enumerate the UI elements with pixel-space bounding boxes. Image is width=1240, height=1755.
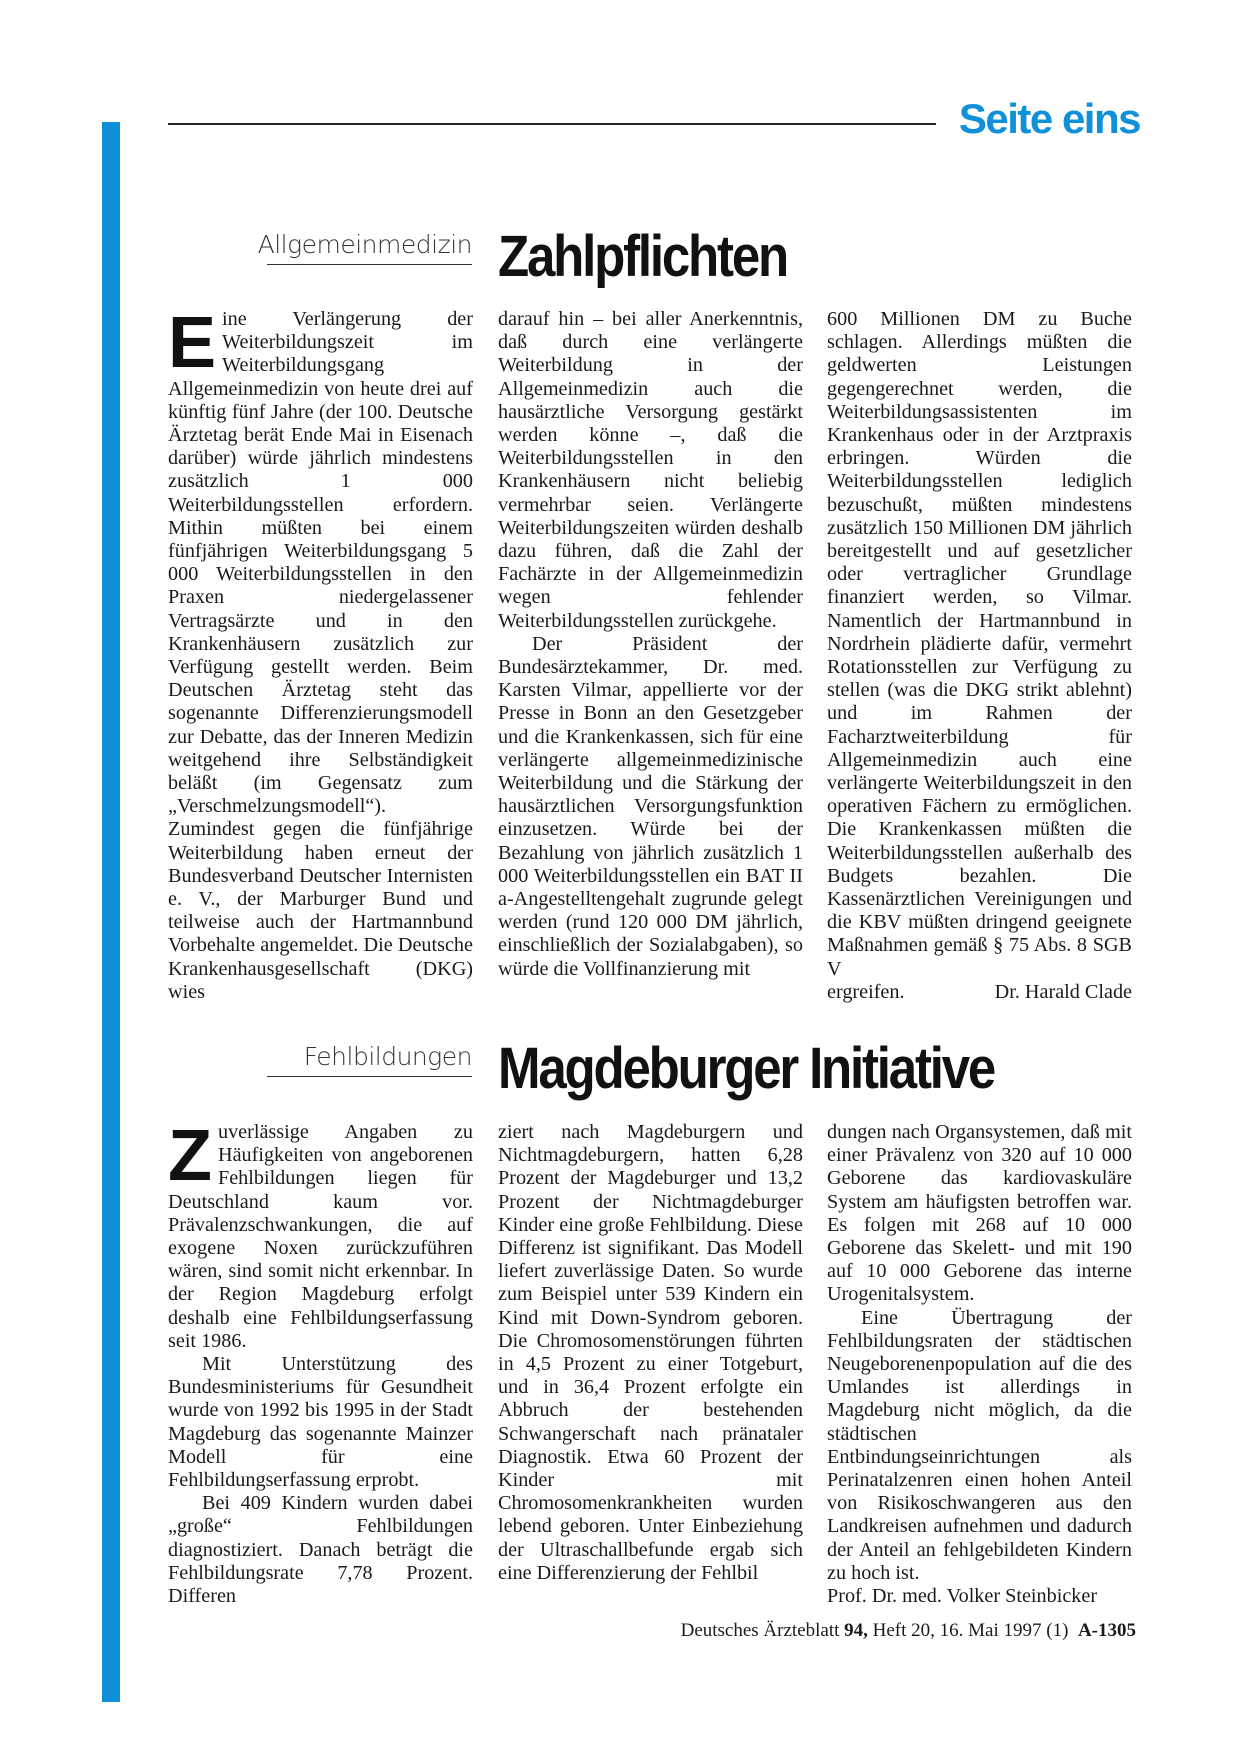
blue-margin-bar	[102, 122, 120, 1702]
article2-col3-paragraph-1: dungen nach Organsystemen, daß mit einer Prävalenz von 320 auf 10 000 Geborene das kardiovaskuläre System am häufigsten betroffen war. Es folgen mit 268 auf 10 000 Geborene das Skelett- und mit 190 auf 10 000 Geborene das interne Urogenitalsystem.	[827, 1121, 1132, 1306]
article2-author: Prof. Dr. med. Volker Steinbicker	[827, 1585, 1098, 1608]
footer-volume: 94,	[844, 1620, 868, 1641]
article2-col1-paragraph-1: uverlässige Angaben zu Häufigkeiten von angeborenen Fehlbildungen liegen für Deutschland kaum vor. Prävalenzschwankungen, die auf exogene Noxen zurückzuführen wären, sind somit nicht erkennbar. In der Region Magdeburg erfolgt deshalb eine Fehlbildungserfassung seit 1986.	[168, 1121, 473, 1352]
article2-col1-paragraph-3: Bei 409 Kindern wurden dabei „große“ Fehlbildungen diagnostiziert. Danach beträgt die Fehlbildungsrate 7,78 Prozent. Differen	[168, 1492, 473, 1608]
article2-kicker: Fehlbildungen	[220, 1040, 472, 1074]
section-title: Seite eins	[958, 95, 1140, 142]
article1-headline: Zahlpflichten	[498, 224, 787, 289]
article2-col3-paragraph-2: Eine Übertragung der Fehlbildungsraten der städtischen Neugeborenenpopulation auf die des Umlandes ist allerdings in Magdeburg nicht möglich, da die städtischen Entbindungseinrichtungen als Perinatalzenren einen hohen Anteil von Risikoschwangeren aus den Landkreisen aufnehmen und dadurch der Anteil an fehlgebildeten Kindern zu hoch ist.	[827, 1306, 1132, 1584]
header-rule	[168, 123, 936, 125]
article1-col1-text: ine Verlängerung der Weiterbildungszeit im Weiterbildungsgang Allgemeinmedizin von heute drei auf künftig fünf Jahre (der 100. Deutsche Ärztetag berät Ende Mai in Eisenach darüber) würde jährlich mindestens zusätzlich 1 000 Weiterbildungsstellen erfordern. Mithin müßten bei einem fünfjährigen Weiterbildungsgang 5 000 Weiterbildungsstellen in den Praxen niedergelassener Vertragsärzte und in den Krankenhäusern zusätzlich zur Verfügung gestellt werden. Beim Deutschen Ärztetag steht das sogenannte Differenzierungsmodell zur Debatte, das der Inneren Medizin weitgehend ihre Selbständigkeit beläßt (im Gegensatz zum „Verschmelzungsmodell“). Zumindest gegen die fünfjährige Weiterbildung haben erneut der Bundesverband Deutscher Internisten e. V., der Marburger Bund und teilweise auch der Hartmannbund Vorbehalte angemeldet. Die Deutsche Krankenhausgesellschaft (DKG) wies	[168, 308, 473, 1003]
article2-dropcap: Z	[168, 1116, 212, 1196]
article2-headline: Magdeburger Initiative	[498, 1036, 995, 1101]
article2-column-3	[827, 1121, 1132, 1608]
article1-signature-row	[827, 981, 1132, 1004]
article1-last-word: ergreifen.	[827, 980, 905, 1003]
article1-column-2	[498, 308, 803, 981]
footer-page-number: A-1305	[1077, 1620, 1136, 1641]
article2-col1-paragraph-2: Mit Unterstützung des Bundesministeriums für Gesundheit wurde von 1992 bis 1995 in der Stadt Magdeburg das sogenannte Mainzer Modell für eine Fehlbildungserfassung erprobt.	[168, 1353, 473, 1492]
article1-dropcap: E	[168, 303, 217, 383]
footer-journal: Deutsches Ärzteblatt	[680, 1620, 840, 1641]
article1-col3-text: 600 Millionen DM zu Buche schlagen. Allerdings müßten die geldwerten Leistungen gegengerechnet werden, die Weiterbildungsassistenten im Krankenhaus oder in der Arztpraxis erbringen. Würden die Weiterbildungsstellen lediglich bezuschußt, müßten mindestens zusätzlich 150 Millionen DM jährlich bereitgestellt und auf gesetzlicher oder vertraglicher Grundlage finanziert werden, so Vilmar. Namentlich der Hartmannbund in Nordrhein plädierte dafür, vermehrt Rotationsstellen zur Verfügung zu stellen (was die DKG strikt ablehnt) und im Rahmen der Facharztweiterbildung für Allgemeinmedizin auch eine verlängerte Weiterbildungszeit in den operativen Fächern zu ermöglichen. Die Krankenkassen müßten die Weiterbildungsstellen außerhalb des Budgets bezahlen. Die Kassenärztlichen Vereinigungen und die KBV müßten dringend geeignete Maßnahmen gemäß § 75 Abs. 8 SGB V	[827, 308, 1132, 980]
page-footer	[681, 1620, 1136, 1642]
article1-column-3	[827, 308, 1132, 1004]
article2-column-2	[498, 1121, 803, 1585]
article1-col2-paragraph-1: darauf hin – bei aller Anerkenntnis, daß durch eine verlängerte Weiterbildung in der Allgemeinmedizin auch die hausärztliche Versorgung gestärkt werden könne –, daß die Weiterbildungsstellen in den Krankenhäusern nicht beliebig vermehrbar seien. Verlängerte Weiterbildungszeiten würden deshalb dazu führen, daß die Zahl der Fachärzte in der Allgemeinmedizin wegen fehlender Weiterbildungsstellen zurückgehe.	[498, 308, 803, 632]
article1-col2-paragraph-2: Der Präsident der Bundesärztekammer, Dr. med. Karsten Vilmar, appellierte vor der Presse in Bonn an den Gesetzgeber und die Krankenkassen, sich für eine verlängerte allgemeinmedizinische Weiterbildung und die Stärkung der hausärztlichen Versorgungsfunktion einzusetzen. Würde bei der Bezahlung von jährlich zusätzlich 1 000 Weiterbildungsstellen ein BAT II a-Angestelltengehalt zugrunde gelegt werden (rund 120 000 DM jährlich, einschließlich der Sozialabgaben), so würde die Vollfinanzierung mit	[498, 632, 803, 980]
article2-column-1	[168, 1116, 473, 1608]
article1-kicker: Allgemeinmedizin	[220, 228, 472, 262]
article1-column-1	[168, 303, 473, 1004]
article1-author: Dr. Harald Clade	[994, 980, 1132, 1003]
footer-issue: Heft 20, 16. Mai 1997 (1)	[872, 1620, 1069, 1641]
article2-col2-text: ziert nach Magdeburgern und Nichtmagdeburgern, hatten 6,28 Prozent der Magdeburger und 13,2 Prozent der Nichtmagdeburger Kinder eine große Fehlbildung. Diese Differenz ist signifikant. Das Modell liefert zuverlässige Daten. So wurde zum Beispiel unter 539 Kindern ein Kind mit Down-Syndrom geboren. Die Chromosomenstörungen führten in 4,5 Prozent zu einer Totgeburt, und in 36,4 Prozent erfolgte ein Abbruch der bestehenden Schwangerschaft nach pränataler Diagnostik. Etwa 60 Prozent der Kinder mit Chromosomenkrankheiten wurden lebend geboren. Unter Einbeziehung der Ultraschallbefunde ergab sich eine Differenzierung der Fehlbil	[498, 1121, 803, 1584]
